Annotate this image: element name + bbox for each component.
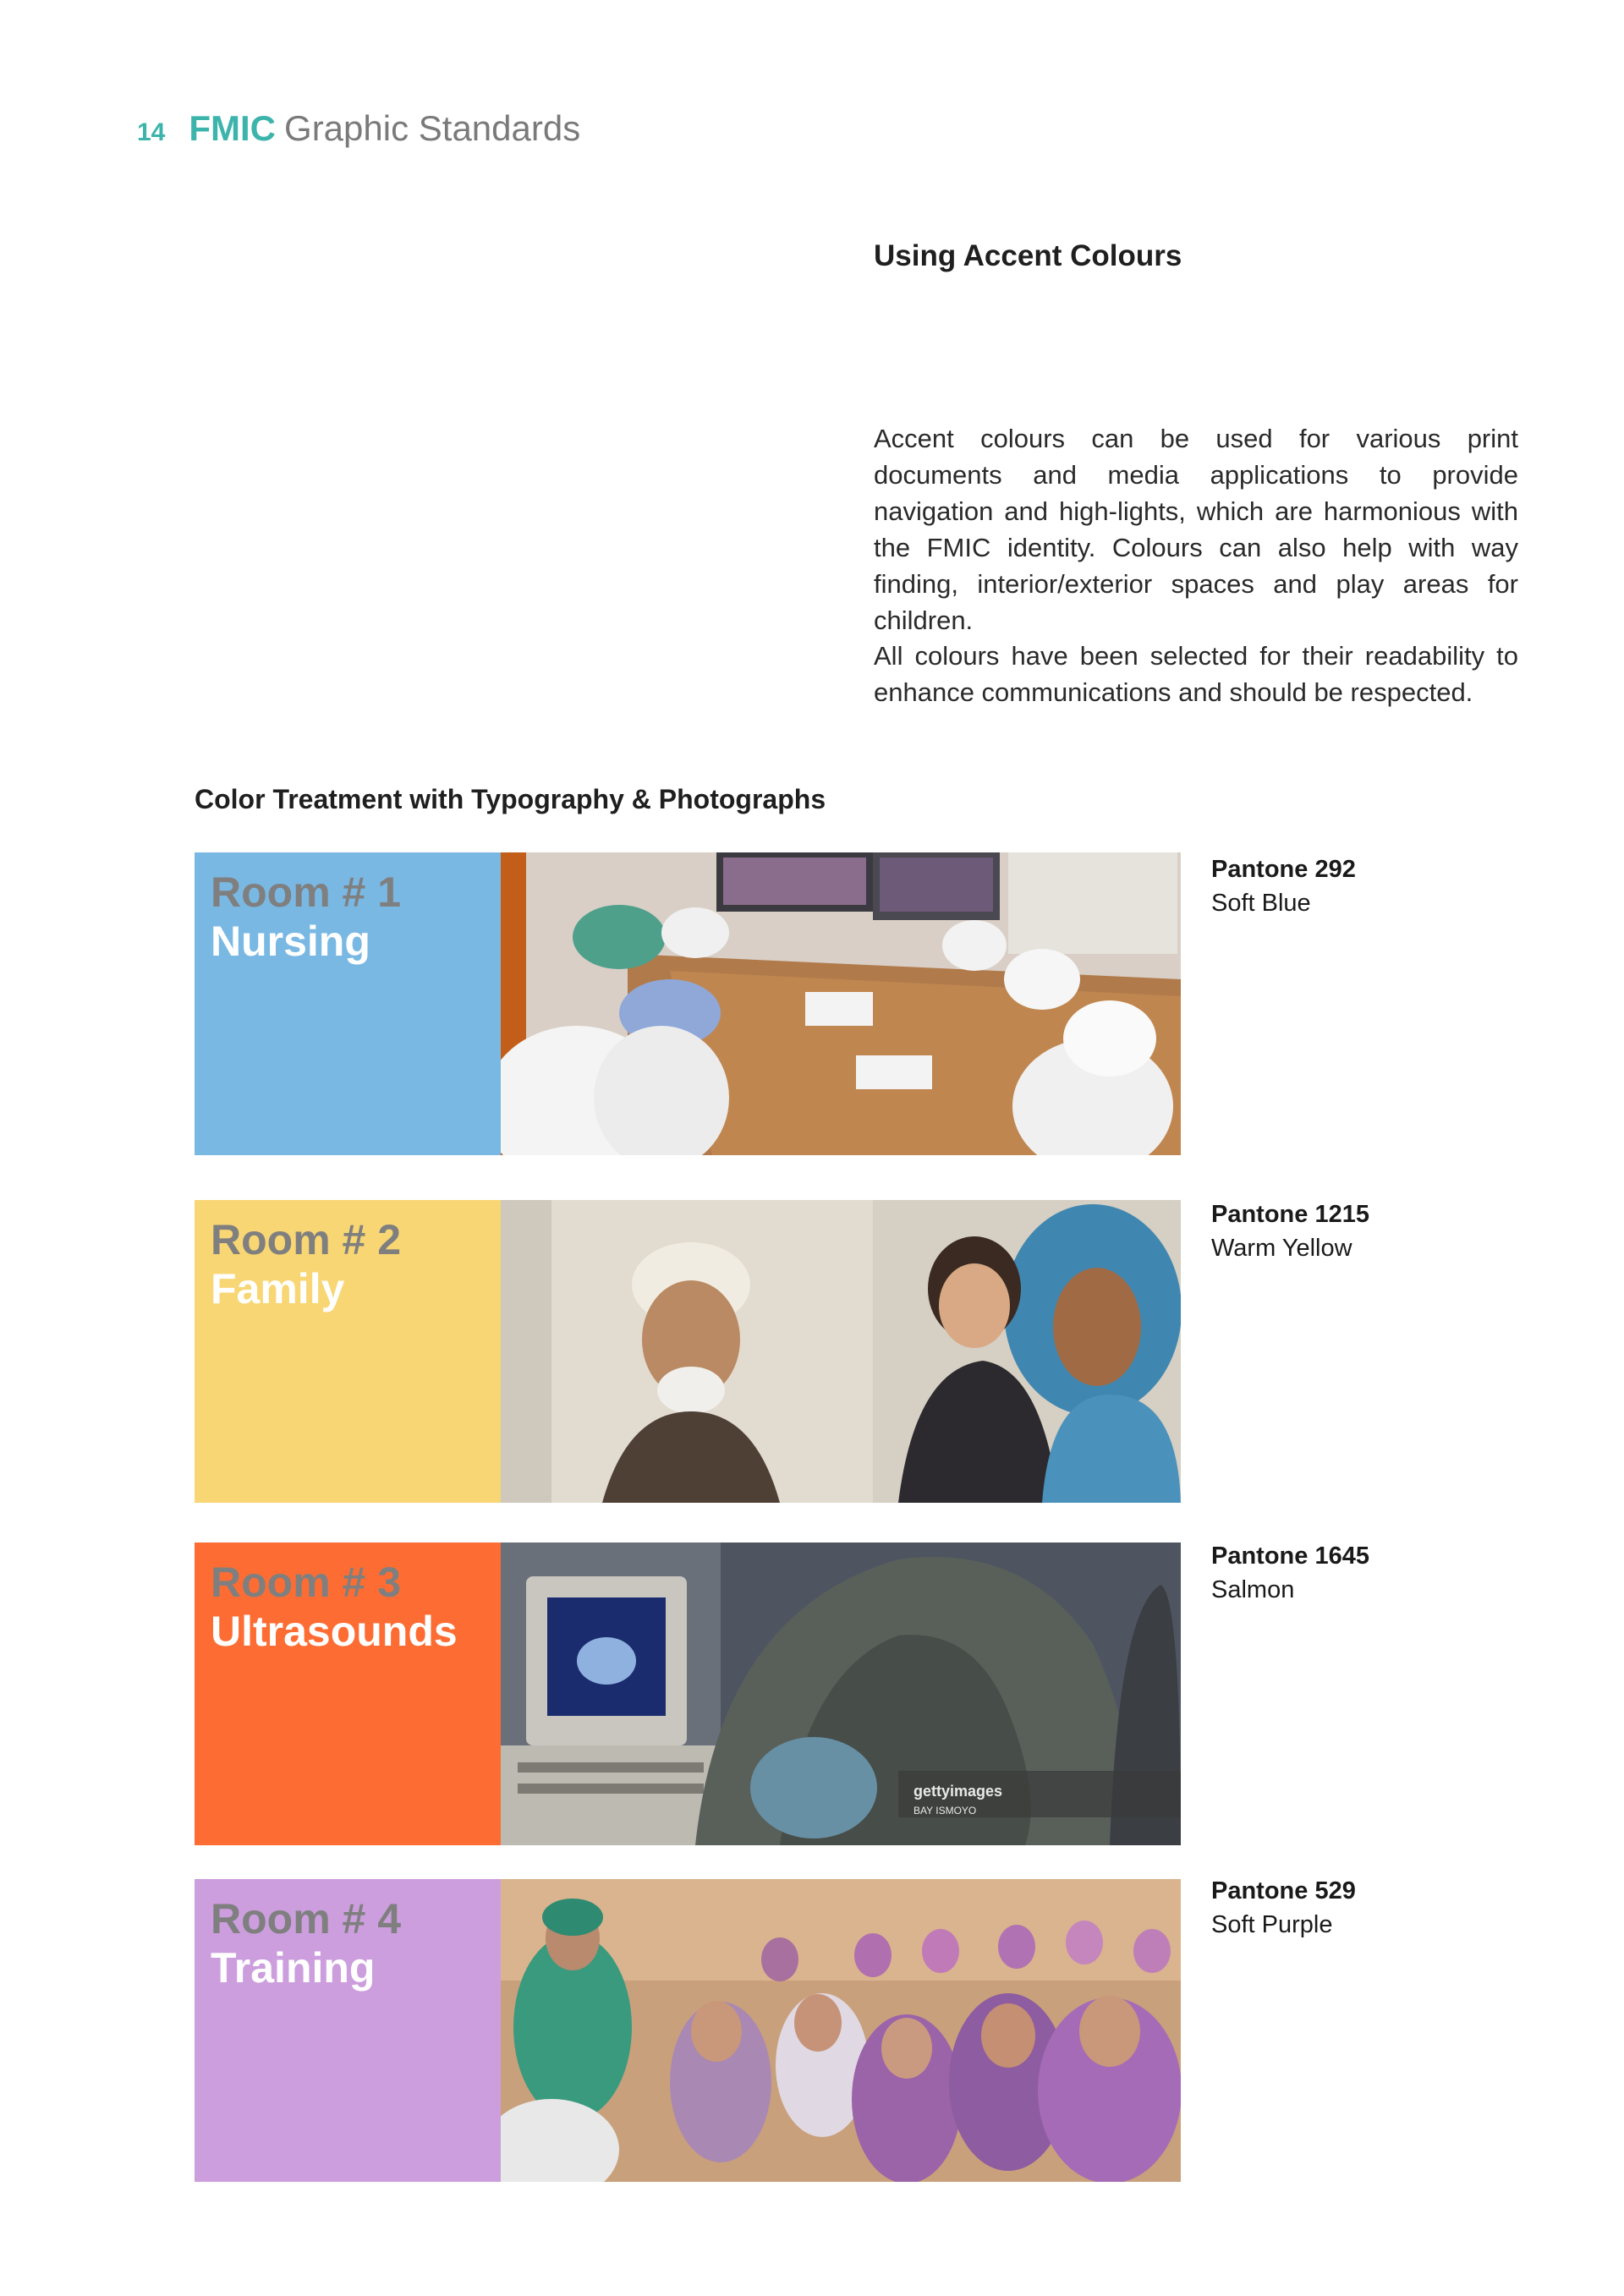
section-heading: Using Accent Colours <box>874 239 1182 272</box>
room-color-block <box>195 1543 501 1845</box>
pantone-swatch-2 <box>1211 1197 1369 1265</box>
room-row-3 <box>195 1543 1181 1845</box>
pantone-code: Pantone 292 <box>1211 856 1356 883</box>
intro-paragraph-2: All colours have been selected for their readability to enhance communications and should be respected. <box>874 641 1518 707</box>
pantone-swatch-4 <box>1211 1874 1356 1942</box>
pantone-color-name: Warm Yellow <box>1211 1235 1352 1262</box>
intro-paragraph-1: Accent colours can be used for various print documents and media applications to provide navigation and high-lights, which are harmonious with the FMIC identity. Colours can also help with way finding, interior/exterior spaces and play areas for children. <box>874 424 1518 635</box>
ultrasound-photo <box>501 1543 1181 1845</box>
pantone-swatch-3 <box>1211 1539 1369 1607</box>
nursing-photo <box>501 852 1181 1155</box>
document-title: Graphic Standards <box>284 108 581 148</box>
pantone-code: Pantone 529 <box>1211 1877 1356 1904</box>
training-photo <box>501 1879 1181 2182</box>
credit-photographer: BAY ISMOYO <box>914 1805 977 1817</box>
credit-brand: gettyimages <box>914 1783 1003 1800</box>
photo-credit <box>914 1783 1002 1818</box>
brand-name: FMIC <box>189 108 277 148</box>
pantone-color-name: Soft Purple <box>1211 1911 1333 1938</box>
pantone-swatch-1 <box>1211 852 1356 920</box>
room-row-2 <box>195 1200 1181 1503</box>
room-row-1 <box>195 852 1181 1155</box>
pantone-color-name: Salmon <box>1211 1576 1295 1603</box>
room-color-block <box>195 1879 501 2182</box>
room-number: Room # 1 <box>211 869 402 916</box>
room-color-block <box>195 1200 501 1503</box>
page-number: 14 <box>137 118 166 146</box>
room-row-4 <box>195 1879 1181 2182</box>
room-name: Training <box>211 1944 376 1992</box>
room-number: Room # 4 <box>211 1895 402 1943</box>
page-header <box>137 108 580 149</box>
treatment-heading: Color Treatment with Typography & Photographs <box>195 784 826 814</box>
room-name: Family <box>211 1265 345 1312</box>
room-name: Nursing <box>211 918 370 965</box>
pantone-code: Pantone 1215 <box>1211 1201 1369 1228</box>
pantone-color-name: Soft Blue <box>1211 890 1311 917</box>
pantone-code: Pantone 1645 <box>1211 1543 1369 1570</box>
room-number: Room # 2 <box>211 1216 402 1263</box>
family-photo <box>501 1200 1181 1503</box>
room-name: Ultrasounds <box>211 1608 458 1655</box>
room-color-block <box>195 852 501 1155</box>
room-number: Room # 3 <box>211 1559 402 1606</box>
